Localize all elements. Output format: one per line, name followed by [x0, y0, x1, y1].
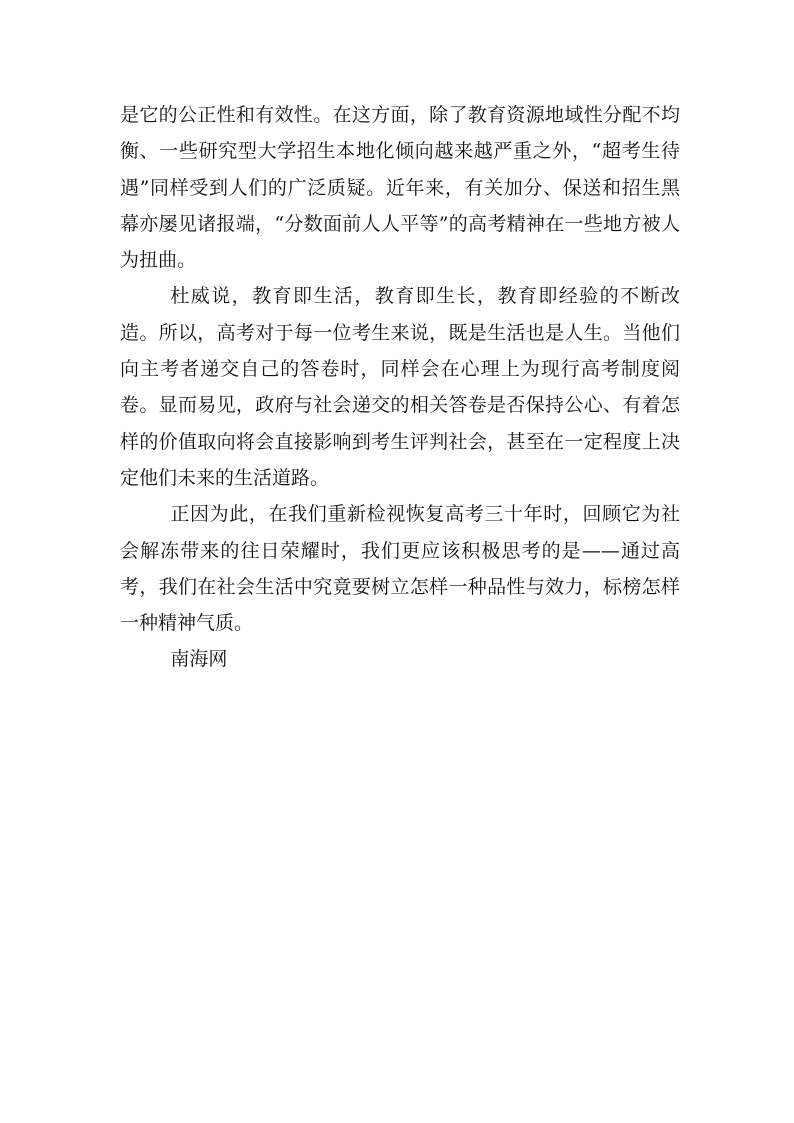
source-attribution: 南海网: [170, 648, 228, 671]
paragraph-1: 是它的公正性和有效性。在这方面，除了教育资源地域性分配不均衡、一些研究型大学招生本地化倾向越来越严重之外，“超考生待遇”同样受到人们的广泛质疑。近年来，有关加分、保送和招生黑幕亦屡见诸报端，“分数面前人人平等”的高考精神在一些地方被人为扭曲。: [120, 104, 680, 272]
paragraph-3: 正因为此，在我们重新检视恢复高考三十年时，回顾它为社会解冻带来的往日荣耀时，我们更应该积极思考的是——通过高考，我们在社会生活中究竟要树立怎样一种品性与效力，标榜怎样一种精神气质。: [120, 503, 680, 635]
paragraph-2: 杜威说，教育即生活，教育即生长，教育即经验的不断改造。所以，高考对于每一位考生来说，既是生活也是人生。当他们向主考者递交自己的答卷时，同样会在心理上为现行高考制度阅卷。显而易见，政府与社会递交的相关答卷是否保持公心、有着怎样的价值取向将会直接影响到考生评判社会，甚至在一定程度上决定他们未来的生活道路。: [120, 285, 680, 489]
article-body: [120, 97, 680, 678]
